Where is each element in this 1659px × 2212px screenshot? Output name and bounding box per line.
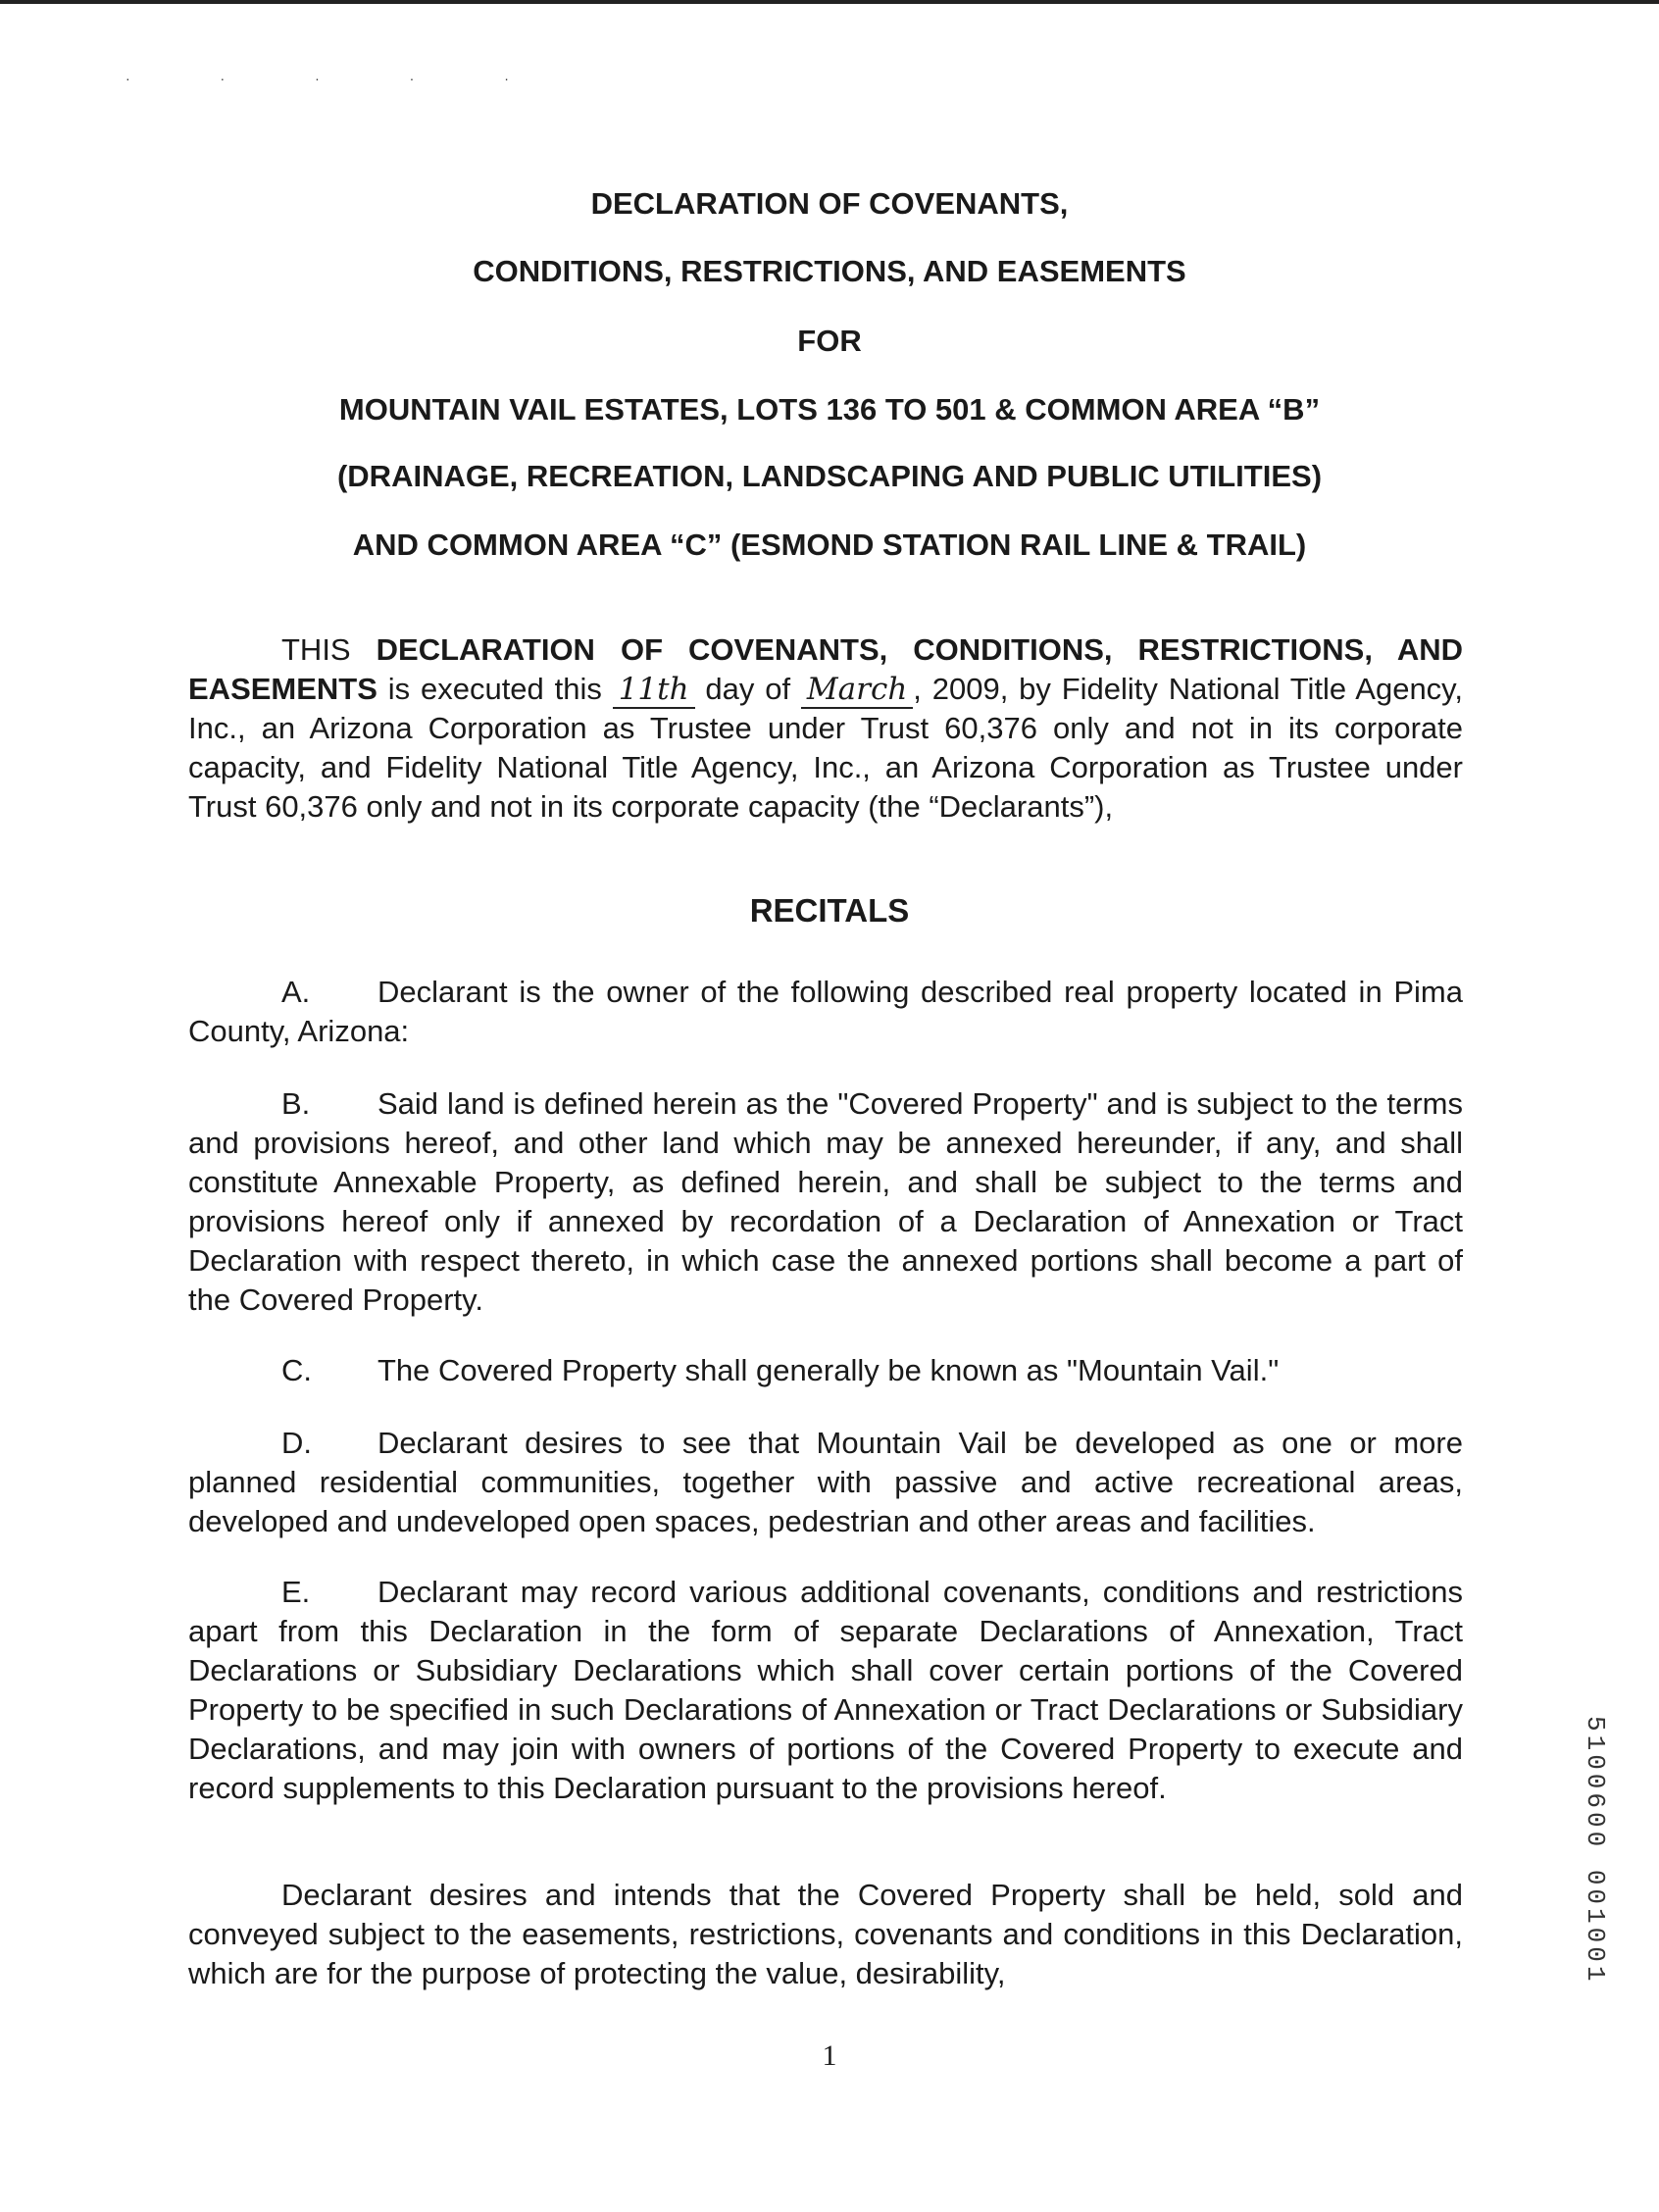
recital-c-text: The Covered Property shall generally be known as "Mountain Vail." [377, 1353, 1280, 1387]
recital-e [188, 1573, 1463, 1808]
recital-a-label: A. [281, 975, 311, 1009]
handwritten-month: March [801, 672, 913, 709]
recital-c [188, 1351, 1463, 1390]
recital-d [188, 1424, 1463, 1541]
scan-top-edge [0, 0, 1659, 4]
recital-c-label: C. [281, 1353, 312, 1387]
intro-text-3: , 2009, by Fidelity National Title Agency, Inc., an Arizona Corporation as Trustee under Trust 60,376 only and not in its corporate capacity, and Fidelity National Title Agency, Inc., an Arizona Corporation as Trustee under Trust 60,376 only and not in its corporate capacity (the “Declarants”), [188, 672, 1463, 824]
recital-a-text: Declarant is the owner of the following described real property located in Pima County, Arizona: [188, 975, 1463, 1048]
recital-b [188, 1084, 1463, 1320]
recital-a [188, 973, 1463, 1051]
handwritten-day: 11th [613, 672, 695, 709]
recital-e-text: Declarant may record various additional covenants, conditions and restrictions apart from this Declaration in the form of separate Declarations of Annexation, Tract Declarations or Subsidiary Declarations which shall cover certain portions of the Covered Property to be specified in such Declarations of Annexation or Tract Declarations or Subsidiary Declarations, and may join with owners of portions of the Covered Property to execute and record supplements to this Declaration pursuant to the provisions hereof. [188, 1575, 1463, 1805]
closing-paragraph [188, 1876, 1463, 1993]
recital-b-text: Said land is defined herein as the "Covered Property" and is subject to the terms and provisions hereof, and other land which may be annexed hereunder, if any, and shall constitute Annexable Property, as defined herein, and shall be subject to the terms and provisions hereof only if annexed by recordation of a Declaration of Annexation or Tract Declaration with respect thereto, in which case the annexed portions shall become a part of the Covered Property. [188, 1086, 1463, 1317]
title-line-1: DECLARATION OF COVENANTS, [590, 186, 1069, 221]
title-line-5: (DRAINAGE, RECREATION, LANDSCAPING AND PUBLIC UTILITIES) [336, 459, 1323, 493]
closing-paragraph-text: Declarant desires and intends that the Covered Property shall be held, sold and conveyed subject to the easements, restrictions, covenants and conditions in this Declaration, which are for the purpose of protecting the value, desirability, [188, 1878, 1463, 1990]
recitals-heading: RECITALS [749, 892, 910, 929]
title-line-3: FOR [797, 324, 862, 358]
scan-specks: · · · · · [126, 71, 552, 86]
title-line-6: AND COMMON AREA “C” (ESMOND STATION RAIL LINE & TRAIL) [352, 528, 1307, 562]
intro-lead: THIS [281, 632, 377, 667]
margin-recording-stamp: 5100600 001001 [1581, 1716, 1610, 1986]
page-number: 1 [822, 2039, 837, 2072]
intro-bold-title: DECLARATION OF COVENANTS, CONDITIONS, RESTRICTIONS, AND EASEMENTS [188, 632, 1463, 706]
recital-b-label: B. [281, 1086, 311, 1121]
title-line-2: CONDITIONS, RESTRICTIONS, AND EASEMENTS [473, 254, 1186, 288]
recital-d-label: D. [281, 1426, 312, 1460]
intro-text-1: is executed this [377, 672, 613, 706]
intro-text-2: day of [694, 672, 801, 706]
title-line-4: MOUNTAIN VAIL ESTATES, LOTS 136 TO 501 & COMMON AREA “B” [338, 392, 1321, 427]
recital-d-text: Declarant desires to see that Mountain Vail be developed as one or more planned residential communities, together with passive and active recreational areas, developed and undeveloped open spaces, pedestrian and other areas and facilities. [188, 1426, 1463, 1538]
recital-e-label: E. [281, 1575, 311, 1609]
intro-paragraph [188, 630, 1463, 827]
